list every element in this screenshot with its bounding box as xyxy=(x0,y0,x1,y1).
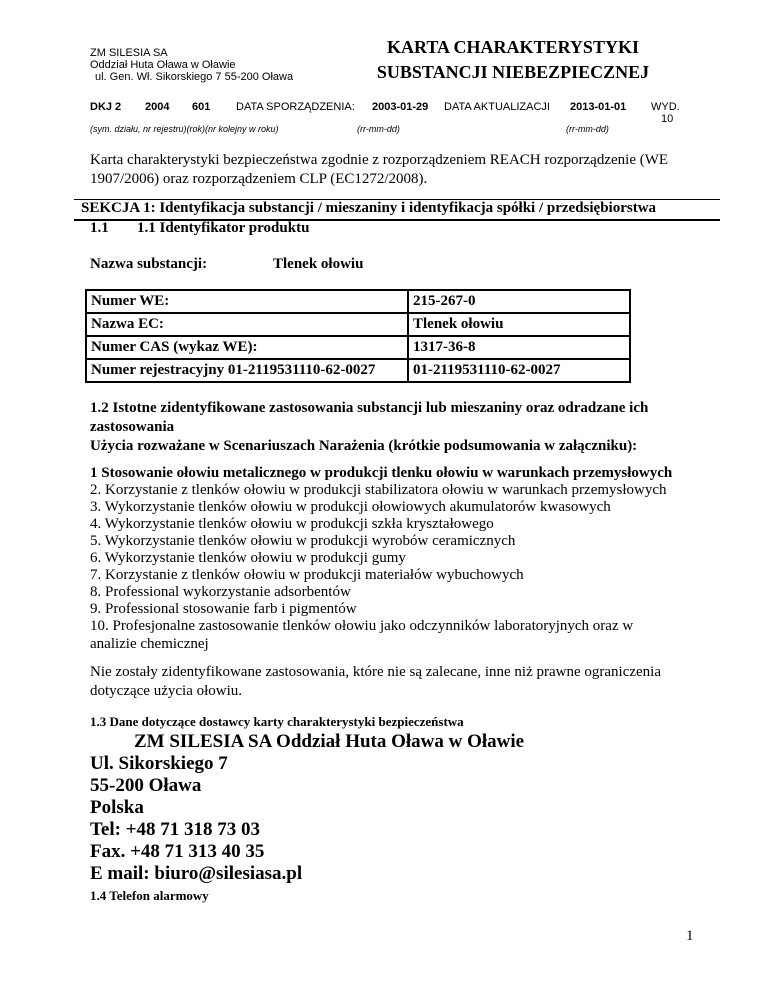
title-line-2: SUBSTANCJI NIEBEZPIECZNEJ xyxy=(376,62,650,82)
subsection-number: 1.1 xyxy=(90,220,109,236)
created-date: 2003-01-29 xyxy=(372,101,429,113)
page-number: 1 xyxy=(686,928,694,944)
doc-number: 601 xyxy=(192,101,211,113)
table-cell-value: 1317-36-8 xyxy=(408,336,630,359)
use-item: 5. Wykorzystanie tlenków ołowiu w produkcji wyrobów ceramicznych xyxy=(90,533,516,549)
intro-paragraph: Karta charakterystyki bezpieczeństwa zgodnie z rozporządzeniem REACH rozporządzenie (WE 1907/2006) oraz rozporządzeniem CLP (EC1272/2008). xyxy=(90,152,669,187)
supplier-name: ZM SILESIA SA Oddział Huta Oława w Oławie xyxy=(134,731,525,752)
hint-created-format: (rr-mm-dd) xyxy=(357,124,400,134)
supplier-phone: Tel: +48 71 318 73 03 xyxy=(90,819,261,840)
supplier-postcode: 55-200 Oława xyxy=(90,775,202,796)
dkj-code: DKJ 2 xyxy=(90,101,122,113)
supplier-country: Polska xyxy=(90,797,144,818)
company-block xyxy=(90,47,293,83)
updated-label: DATA AKTUALIZACJI xyxy=(444,101,550,113)
company-name: ZM SILESIA SA xyxy=(90,47,168,59)
use-item: 2. Korzystanie z tlenków ołowiu w produkcji stabilizatora ołowiu w warunkach przemysłowych xyxy=(90,482,667,498)
table-cell-value: 215-267-0 xyxy=(408,290,630,313)
use-item: 6. Wykorzystanie tlenków ołowiu w produkcji gumy xyxy=(90,550,406,566)
subsection-1-2-title: 1.2 Istotne zidentyfikowane zastosowania substancji lub mieszaniny oraz odradzane ich zastosowania xyxy=(90,400,649,435)
table-row xyxy=(86,359,630,382)
table-cell-value: 01-2119531110-62-0027 xyxy=(408,359,630,382)
supplier-street: Ul. Sikorskiego 7 xyxy=(90,753,228,774)
supplier-email: E mail: biuro@silesiasa.pl xyxy=(90,863,303,884)
use-item: 7. Korzystanie z tlenków ołowiu w produkcji materiałów wybuchowych xyxy=(90,567,524,583)
title-line-1: KARTA CHARAKTERYSTYKI xyxy=(387,37,639,57)
hint-updated-format: (rr-mm-dd) xyxy=(566,124,609,134)
table-cell-value: Tlenek ołowiu xyxy=(408,313,630,336)
table-row xyxy=(86,290,630,313)
substance-label: Nazwa substancji: xyxy=(90,256,208,272)
created-label: DATA SPORZĄDZENIA: xyxy=(236,101,355,113)
table-cell-label: Nazwa EC: xyxy=(86,313,408,336)
company-branch: Oddział Huta Oława w Oławie xyxy=(90,59,236,71)
identifiers-table xyxy=(85,289,631,383)
section-1-header xyxy=(74,199,720,221)
not-recommended-text: Nie zostały zidentyfikowane zastosowania, które nie są zalecane, inne niż prawne ograniczenia dotyczące użycia ołowiu. xyxy=(90,664,661,699)
subsection-1-2-subtitle: Użycia rozważane w Scenariuszach Narażenia (krótkie podsumowania w załączniku): xyxy=(90,438,638,454)
document-title xyxy=(353,35,673,85)
subsection-1-3-title: 1.3 Dane dotyczące dostawcy karty charakterystyki bezpieczeństwa xyxy=(90,714,464,729)
table-cell-label: Numer WE: xyxy=(86,290,408,313)
subsection-1-4-title: 1.4 Telefon alarmowy xyxy=(90,888,209,903)
use-item-1: 1 Stosowanie ołowiu metalicznego w produkcji tlenku ołowiu w warunkach przemysłowych xyxy=(90,465,673,481)
use-item: 8. Professional wykorzystanie adsorbentów xyxy=(90,584,351,600)
use-item: 3. Wykorzystanie tlenków ołowiu w produkcji ołowiowych akumulatorów kwasowych xyxy=(90,499,611,515)
supplier-fax: Fax. +48 71 313 40 35 xyxy=(90,841,265,862)
use-item: 10. Profesjonalne zastosowanie tlenków ołowiu jako odczynników laboratoryjnych oraz w analizie chemicznej xyxy=(90,618,634,652)
subsection-title: 1.1 Identyfikator produktu xyxy=(137,220,310,236)
substance-value: Tlenek ołowiu xyxy=(273,256,364,272)
table-row xyxy=(86,336,630,359)
updated-date: 2013-01-01 xyxy=(570,101,627,113)
hint-register: (sym. działu, nr rejestru)(rok)(nr kolejny w roku) xyxy=(90,124,279,134)
edition-label: WYD. xyxy=(651,101,680,113)
edition-number: 10 xyxy=(661,113,674,125)
table-row xyxy=(86,313,630,336)
use-item: 4. Wykorzystanie tlenków ołowiu w produkcji szkła kryształowego xyxy=(90,516,494,532)
table-cell-label: Numer rejestracyjny 01-2119531110-62-0027 xyxy=(86,359,408,382)
section-1-title: SEKCJA 1: Identyfikacja substancji / mieszaniny i identyfikacja spółki / przedsiębiorstwa xyxy=(81,200,657,216)
doc-year: 2004 xyxy=(145,101,170,113)
use-item: 9. Professional stosowanie farb i pigmentów xyxy=(90,601,357,617)
company-address: ul. Gen. Wł. Sikorskiego 7 55-200 Oława xyxy=(95,71,294,83)
table-cell-label: Numer CAS (wykaz WE): xyxy=(86,336,408,359)
